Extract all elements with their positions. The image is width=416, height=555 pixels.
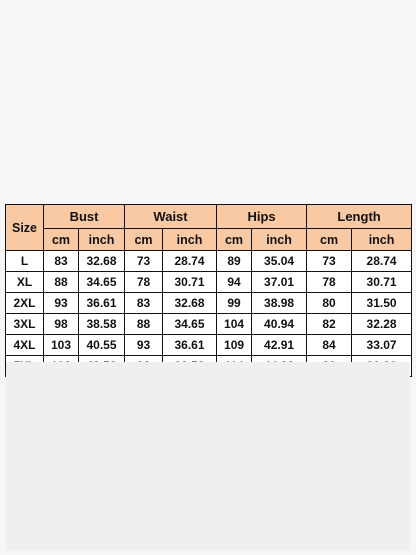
value-cell: 89 bbox=[217, 251, 252, 272]
table-row bbox=[6, 314, 412, 335]
value-cell: 42.91 bbox=[252, 335, 307, 356]
table-row bbox=[6, 251, 412, 272]
size-header: Size bbox=[6, 205, 44, 251]
unit-header: inch bbox=[79, 229, 125, 251]
table-row bbox=[6, 272, 412, 293]
unit-header: inch bbox=[252, 229, 307, 251]
value-cell: 37.01 bbox=[252, 272, 307, 293]
unit-header: cm bbox=[125, 229, 163, 251]
value-cell: 88 bbox=[125, 314, 163, 335]
value-cell: 36.61 bbox=[79, 293, 125, 314]
value-cell: 38.98 bbox=[252, 293, 307, 314]
value-cell: 30.71 bbox=[352, 272, 412, 293]
unit-header: cm bbox=[217, 229, 252, 251]
table-row bbox=[6, 335, 412, 356]
value-cell: 78 bbox=[307, 272, 352, 293]
unit-header: inch bbox=[352, 229, 412, 251]
value-cell: 31.50 bbox=[352, 293, 412, 314]
size-chart-table bbox=[5, 204, 412, 377]
value-cell: 104 bbox=[217, 314, 252, 335]
group-header-hips: Hips bbox=[217, 205, 307, 229]
value-cell: 32.68 bbox=[79, 251, 125, 272]
value-cell: 36.61 bbox=[163, 335, 217, 356]
value-cell: 35.04 bbox=[252, 251, 307, 272]
value-cell: 32.68 bbox=[163, 293, 217, 314]
unit-header: cm bbox=[44, 229, 79, 251]
group-header-bust: Bust bbox=[44, 205, 125, 229]
value-cell: 99 bbox=[217, 293, 252, 314]
value-cell: 103 bbox=[44, 335, 79, 356]
value-cell: 73 bbox=[307, 251, 352, 272]
value-cell: 84 bbox=[307, 335, 352, 356]
value-cell: 94 bbox=[217, 272, 252, 293]
blank-panel bbox=[6, 362, 410, 550]
value-cell: 93 bbox=[125, 335, 163, 356]
value-cell: 83 bbox=[44, 251, 79, 272]
header-unit-row bbox=[6, 229, 412, 251]
value-cell: 32.28 bbox=[352, 314, 412, 335]
unit-header: inch bbox=[163, 229, 217, 251]
size-cell: 3XL bbox=[6, 314, 44, 335]
value-cell: 40.94 bbox=[252, 314, 307, 335]
value-cell: 78 bbox=[125, 272, 163, 293]
value-cell: 30.71 bbox=[163, 272, 217, 293]
value-cell: 80 bbox=[307, 293, 352, 314]
group-header-length: Length bbox=[307, 205, 412, 229]
value-cell: 73 bbox=[125, 251, 163, 272]
size-cell: L bbox=[6, 251, 44, 272]
value-cell: 28.74 bbox=[163, 251, 217, 272]
unit-header: cm bbox=[307, 229, 352, 251]
size-cell: XL bbox=[6, 272, 44, 293]
value-cell: 82 bbox=[307, 314, 352, 335]
size-cell: 2XL bbox=[6, 293, 44, 314]
value-cell: 109 bbox=[217, 335, 252, 356]
size-cell: 4XL bbox=[6, 335, 44, 356]
value-cell: 40.55 bbox=[79, 335, 125, 356]
value-cell: 34.65 bbox=[163, 314, 217, 335]
value-cell: 28.74 bbox=[352, 251, 412, 272]
header-group-row bbox=[6, 205, 412, 229]
group-header-waist: Waist bbox=[125, 205, 217, 229]
value-cell: 33.07 bbox=[352, 335, 412, 356]
value-cell: 34.65 bbox=[79, 272, 125, 293]
table-row bbox=[6, 293, 412, 314]
value-cell: 88 bbox=[44, 272, 79, 293]
value-cell: 83 bbox=[125, 293, 163, 314]
value-cell: 98 bbox=[44, 314, 79, 335]
value-cell: 93 bbox=[44, 293, 79, 314]
value-cell: 38.58 bbox=[79, 314, 125, 335]
